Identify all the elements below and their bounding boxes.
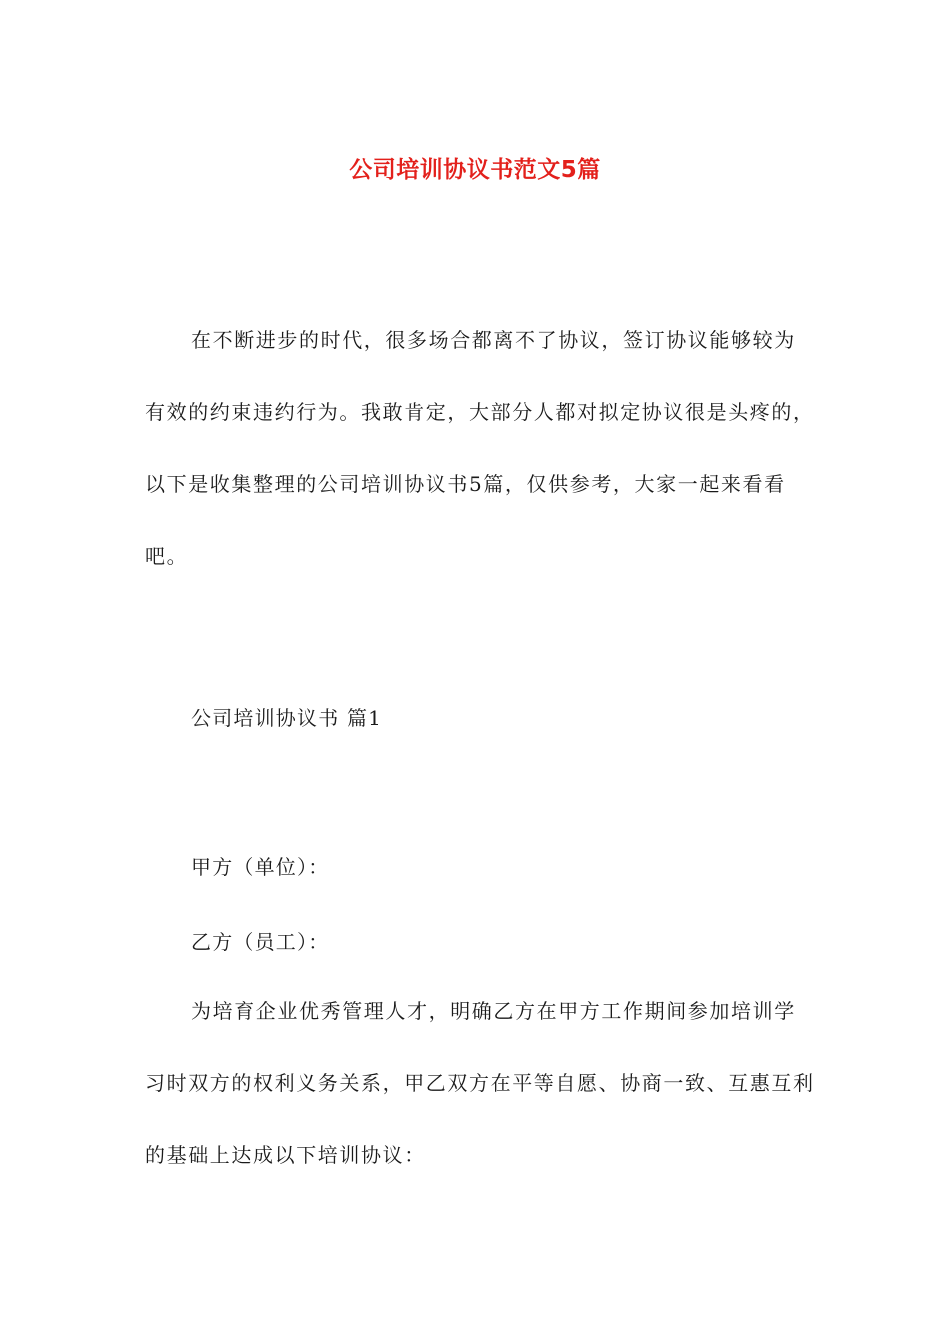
intro-paragraph: 在不断进步的时代，很多场合都离不了协议，签订协议能够较为有效的约束违约行为。我敢肯定，大部分人都对拟定协议很是头疼的，以下是收集整理的公司培训协议书5篇，仅供参考，大家一起来看看吧。 [145, 328, 815, 568]
purpose-paragraph: 为培育企业优秀管理人才，明确乙方在甲方工作期间参加培训学习时双方的权利义务关系，甲乙双方在平等自愿、协商一致、互惠互利的基础上达成以下培训协议： [145, 999, 815, 1167]
section-heading: 公司培训协议书 篇1 [191, 706, 383, 730]
party-a-line: 甲方（单位）： [191, 855, 330, 879]
document-title: 公司培训协议书范文5篇 [349, 157, 601, 184]
party-b-line: 乙方（员工）： [191, 930, 330, 954]
